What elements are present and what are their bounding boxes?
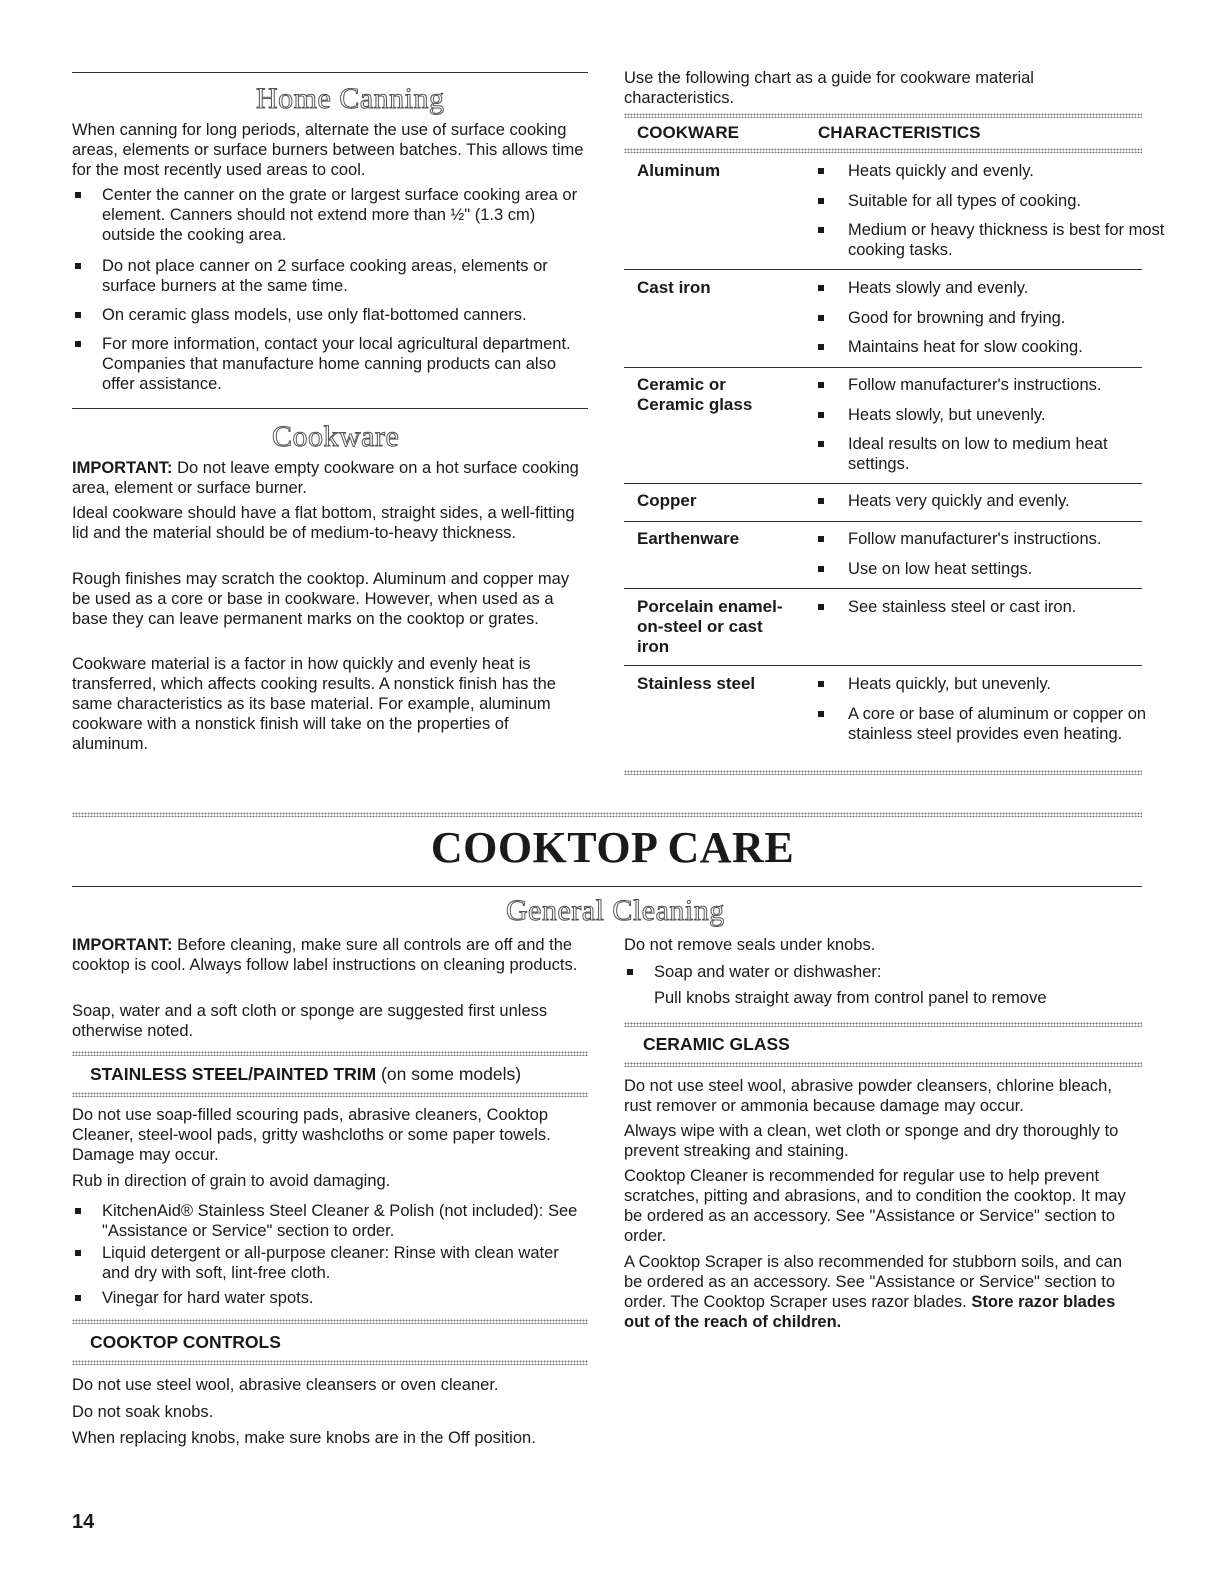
table-row-material: Cast iron <box>637 278 711 297</box>
table-row-material: Ceramic or Ceramic glass <box>637 375 753 414</box>
table-cell: Suitable for all types of cooking. <box>818 191 1168 211</box>
stainless-paragraph: Do not use soap-filled scouring pads, abrasive cleaners, Cooktop Cleaner, steel-wool pads, gritty washcloths or some paper towels. Damage may occur. <box>72 1106 551 1164</box>
controls-line: Do not soak knobs. <box>72 1403 214 1421</box>
warning-text: Store razor blades out of the reach of children. <box>624 1293 1116 1331</box>
ceramic-heading: CERAMIC GLASS <box>643 1034 790 1054</box>
list-item: For more information, contact your local agricultural department. Companies that manufacture home canning products can also offer assistance. <box>72 334 588 394</box>
ceramic-paragraph <box>624 1252 1142 1332</box>
table-cell: Heats very quickly and evenly. <box>818 491 1168 511</box>
column-header-cookware: COOKWARE <box>637 123 739 142</box>
table-cell: Maintains heat for slow cooking. <box>818 337 1168 357</box>
row-divider <box>624 269 1142 270</box>
table-row-material: Aluminum <box>637 161 721 180</box>
scraper-text: A Cooktop Scraper is also recommended for stubborn soils, and can be ordered as an accessory. See "Assistance or Service" section to order. The Cooktop Scraper uses razor blades. <box>624 1253 1123 1311</box>
list-item: Soap and water or dishwasher: <box>624 962 1142 982</box>
divider <box>72 886 1142 887</box>
list-item-continuation: Pull knobs straight away from control panel to remove <box>654 989 1047 1007</box>
controls-line: Do not use steel wool, abrasive cleansers or oven cleaner. <box>72 1376 499 1394</box>
divider <box>72 1360 588 1365</box>
cleaning-important <box>72 935 588 975</box>
cookware-paragraph: Ideal cookware should have a flat bottom, straight sides, a well-fitting lid and the material should be of medium-to-heavy thickness. <box>72 504 575 542</box>
list-item: Vinegar for hard water spots. <box>72 1288 588 1308</box>
important-text: Before cleaning, make sure all controls are off and the cooktop is cool. Always follow label instructions on cleaning products. <box>72 936 578 974</box>
divider <box>624 113 1142 118</box>
divider <box>72 812 1142 817</box>
row-divider <box>624 367 1142 368</box>
table-cell: Medium or heavy thickness is best for most cooking tasks. <box>818 220 1168 260</box>
table-cell: Ideal results on low to medium heat settings. <box>818 434 1168 474</box>
row-divider <box>624 521 1142 522</box>
list-item: Liquid detergent or all-purpose cleaner: Rinse with clean water and dry with soft, lint-free cloth. <box>72 1243 588 1283</box>
ceramic-paragraph: Do not use steel wool, abrasive powder cleansers, chlorine bleach, rust remover or ammonia because damage may occur. <box>624 1077 1112 1115</box>
table-cell: Heats slowly and evenly. <box>818 278 1168 298</box>
table-row-material: Copper <box>637 491 697 510</box>
divider <box>72 1092 588 1097</box>
page-title: COOKTOP CARE <box>430 823 795 872</box>
stainless-heading-bold: STAINLESS STEEL/PAINTED TRIM <box>90 1064 377 1084</box>
ceramic-paragraph: Always wipe with a clean, wet cloth or sponge and dry thoroughly to prevent streaking and staining. <box>624 1122 1119 1160</box>
home-canning-intro: When canning for long periods, alternate the use of surface cooking areas, elements or surface burners between batches. This allows time for the most recently used areas to cool. <box>72 121 584 179</box>
divider <box>624 1062 1142 1067</box>
table-cell: See stainless steel or cast iron. <box>818 597 1168 617</box>
divider <box>624 148 1142 153</box>
controls-line: When replacing knobs, make sure knobs are in the Off position. <box>72 1429 536 1447</box>
table-row-material: Earthenware <box>637 529 740 548</box>
stainless-paragraph: Rub in direction of grain to avoid damaging. <box>72 1172 391 1190</box>
general-cleaning-heading: General Cleaning <box>506 894 725 927</box>
divider <box>624 1022 1142 1027</box>
table-cell: Heats slowly, but unevenly. <box>818 405 1168 425</box>
chart-intro: Use the following chart as a guide for cookware material characteristics. <box>624 69 1034 107</box>
table-row-material: Stainless steel <box>637 674 756 693</box>
list-item: Do not place canner on 2 surface cooking areas, elements or surface burners at the same time. <box>72 256 588 296</box>
soap-paragraph: Soap, water and a soft cloth or sponge are suggested first unless otherwise noted. <box>72 1002 548 1040</box>
cookware-paragraph: Cookware material is a factor in how quickly and evenly heat is transferred, which affects cooking results. A nonstick finish has the same characteristics as its base material. For example, aluminum cookware with a nonstick finish will take on the properties of aluminum. <box>72 655 556 753</box>
list-item: Center the canner on the grate or largest surface cooking area or element. Canners should not extend more than ½" (1.3 cm) outside the cooking area. <box>72 185 588 245</box>
table-cell: Heats quickly and evenly. <box>818 161 1168 181</box>
ceramic-paragraph: Cooktop Cleaner is recommended for regular use to help prevent scratches, pitting and abrasions, and to condition the cooktop. It may be ordered as an accessory. See "Assistance or Service" section to order. <box>624 1167 1126 1245</box>
row-divider <box>624 588 1142 589</box>
stainless-heading <box>90 1063 521 1085</box>
list-item: KitchenAid® Stainless Steel Cleaner & Polish (not included): See "Assistance or Service" section to order. <box>72 1201 588 1241</box>
cookware-paragraph: Rough finishes may scratch the cooktop. Aluminum and copper may be used as a core or base in cookware. However, when used as a base they can leave permanent marks on the cooktop or grates. <box>72 570 570 628</box>
divider <box>624 770 1142 775</box>
stainless-heading-note: (on some models) <box>376 1064 522 1084</box>
page-number: 14 <box>72 1511 95 1533</box>
important-label: IMPORTANT: <box>72 459 173 477</box>
divider <box>72 1319 588 1324</box>
table-cell: Follow manufacturer's instructions. <box>818 375 1168 395</box>
cookware-important <box>72 458 588 498</box>
table-cell: A core or base of aluminum or copper on stainless steel provides even heating. <box>818 704 1148 744</box>
row-divider <box>624 665 1142 666</box>
table-cell: Follow manufacturer's instructions. <box>818 529 1168 549</box>
important-text: Do not leave empty cookware on a hot surface cooking area, element or surface burner. <box>72 459 579 497</box>
important-label: IMPORTANT: <box>72 936 173 954</box>
controls-heading: COOKTOP CONTROLS <box>90 1332 281 1352</box>
table-cell: Heats quickly, but unevenly. <box>818 674 1168 694</box>
divider <box>72 408 588 409</box>
seals-text: Do not remove seals under knobs. <box>624 936 876 954</box>
home-canning-heading: Home Canning <box>256 82 445 115</box>
table-cell: Use on low heat settings. <box>818 559 1168 579</box>
table-cell: Good for browning and frying. <box>818 308 1168 328</box>
column-header-characteristics: CHARACTERISTICS <box>818 123 981 142</box>
list-item: On ceramic glass models, use only flat-bottomed canners. <box>72 305 588 325</box>
table-row-material: Porcelain enamel-on-steel or cast iron <box>637 597 783 656</box>
cookware-heading: Cookware <box>272 420 400 453</box>
divider <box>72 72 588 73</box>
row-divider <box>624 483 1142 484</box>
divider <box>72 1051 588 1056</box>
